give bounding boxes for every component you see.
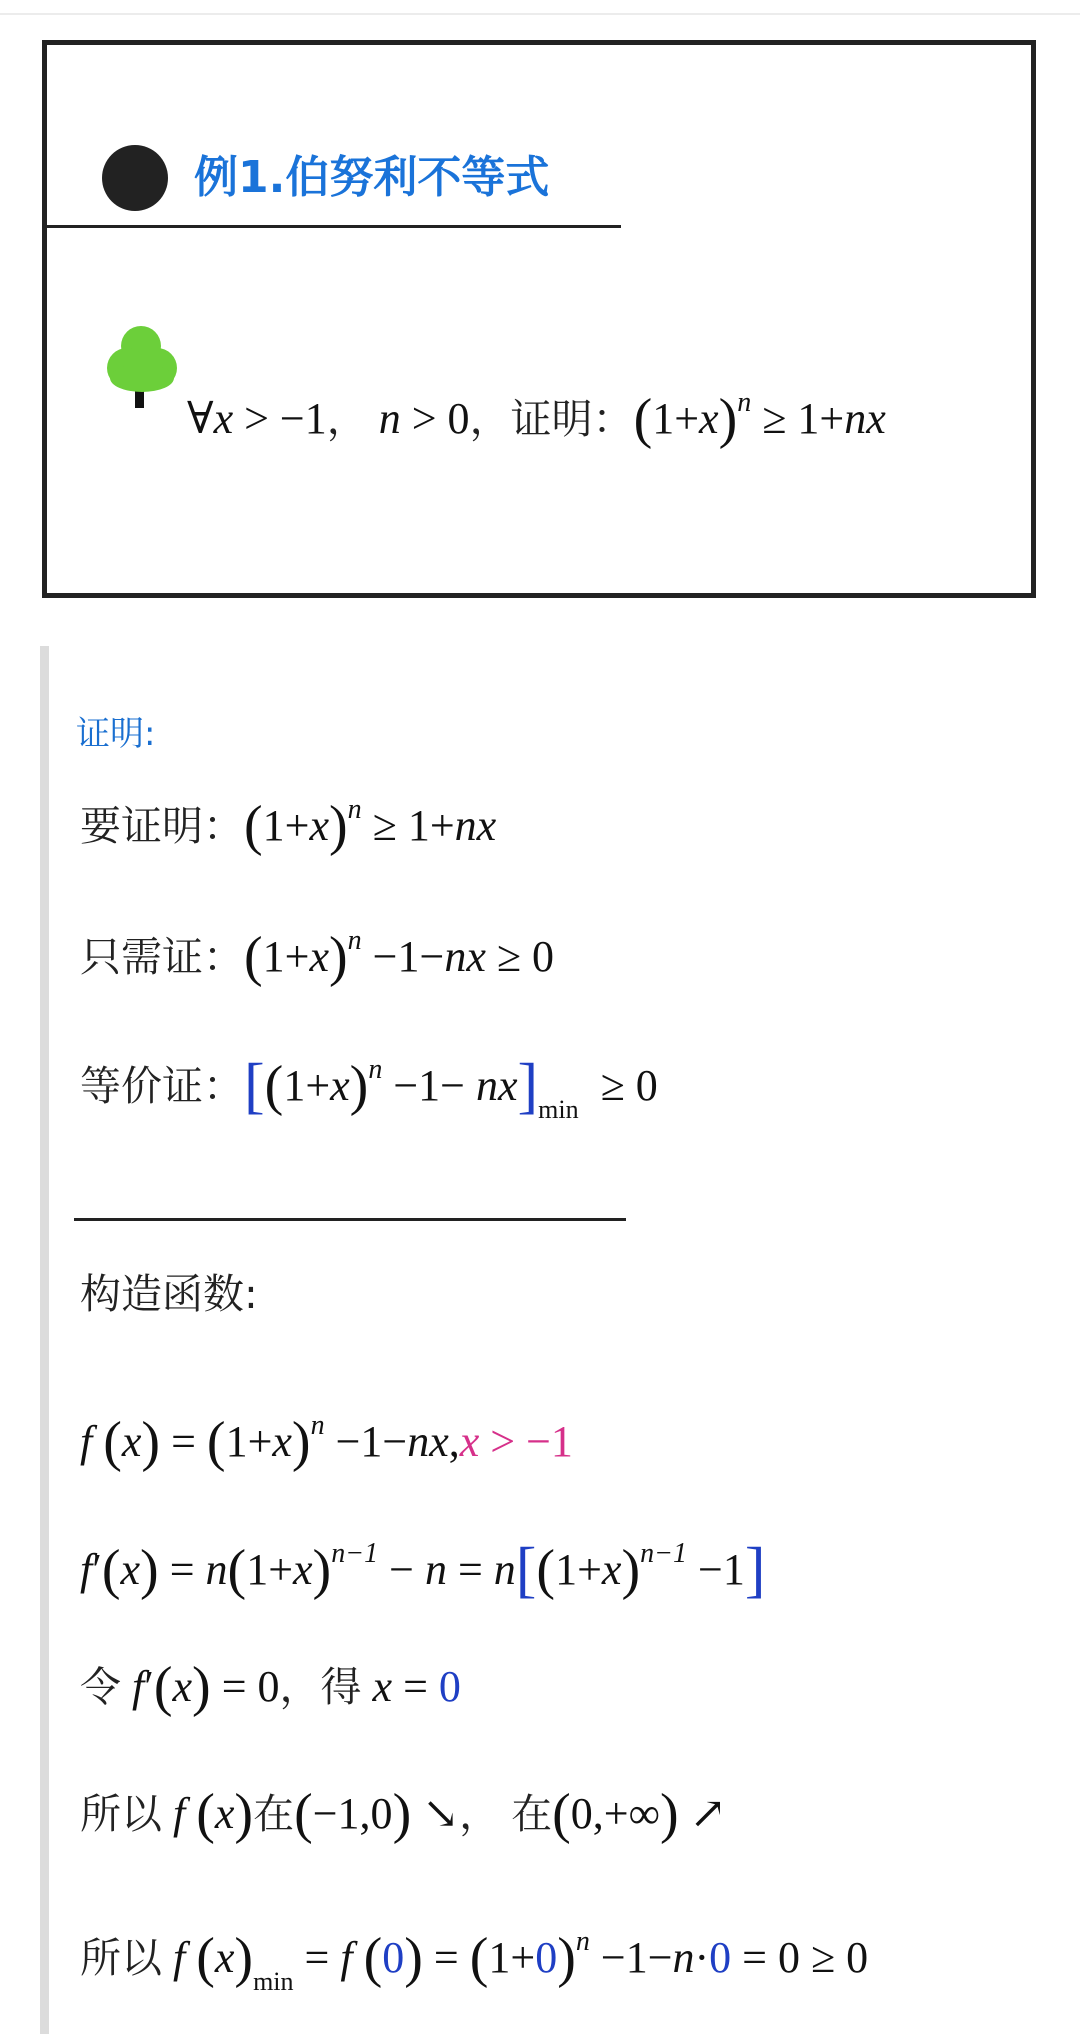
critical-point-line: 令 f′(x) = 0，得 x = 0 <box>80 1656 461 1718</box>
on-label-2: 在 <box>511 1790 553 1838</box>
title-underline <box>47 225 621 228</box>
to-prove-label: 要证明： <box>80 802 244 850</box>
minimum-line: 所以 f $(x)_{min} = f$ $(0) = (1+0)^n -1-n\cdot 0 = 0 \ge 0$ <box>80 1926 869 1996</box>
equivalent-line: 等价证：$[(1+x)^n -1- nx]_{min} \ge 0$ <box>80 1052 658 1124</box>
proof-label: 证明: <box>76 714 156 754</box>
monotonic-line: 所以 f (x)在(−1,0) ↘， 在(0,+∞) ↗ <box>80 1783 727 1845</box>
increasing-arrow-icon: ↗ <box>689 1789 727 1838</box>
problem-statement: ∀x > −1， n > 0，证明：$(1+x)^n \ge 1+nx$ <box>187 387 886 450</box>
only-need-line: 只需证：$(1+x)^n -1-nx \ge 0$ <box>80 925 554 988</box>
function-definition: f $(x) = (1+x)^n -1-nx,x > -1$ <box>80 1410 573 1473</box>
top-divider <box>0 13 1080 15</box>
so-label-2: 所以 <box>80 1934 162 1982</box>
construct-line <box>80 1262 258 1326</box>
proof-accent-bar <box>40 646 49 2034</box>
separator: ， <box>459 1790 501 1838</box>
derivative-line: $f'(x) = n(1+x)^{n-1} - n = n[(1+x)^{n-1} -1]$ <box>80 1536 766 1604</box>
on-label-1: 在 <box>253 1790 295 1838</box>
construct-label: 构造函数: <box>80 1270 258 1318</box>
to-prove-line: 要证明：$(1+x)^n \ge 1+nx$ <box>80 794 497 857</box>
decreasing-arrow-icon: ↘ <box>422 1789 460 1838</box>
get-label: ，得 <box>279 1663 362 1711</box>
bullet-dot-icon <box>102 145 168 211</box>
let-label: 令 <box>80 1663 121 1711</box>
so-label-1: 所以 <box>80 1790 162 1838</box>
example-card <box>42 40 1036 598</box>
equivalent-label: 等价证： <box>80 1062 244 1110</box>
only-need-label: 只需证： <box>80 933 244 981</box>
example-title: 例1.伯努利不等式 <box>194 152 550 203</box>
tree-icon <box>105 320 181 412</box>
section-divider <box>74 1218 626 1221</box>
